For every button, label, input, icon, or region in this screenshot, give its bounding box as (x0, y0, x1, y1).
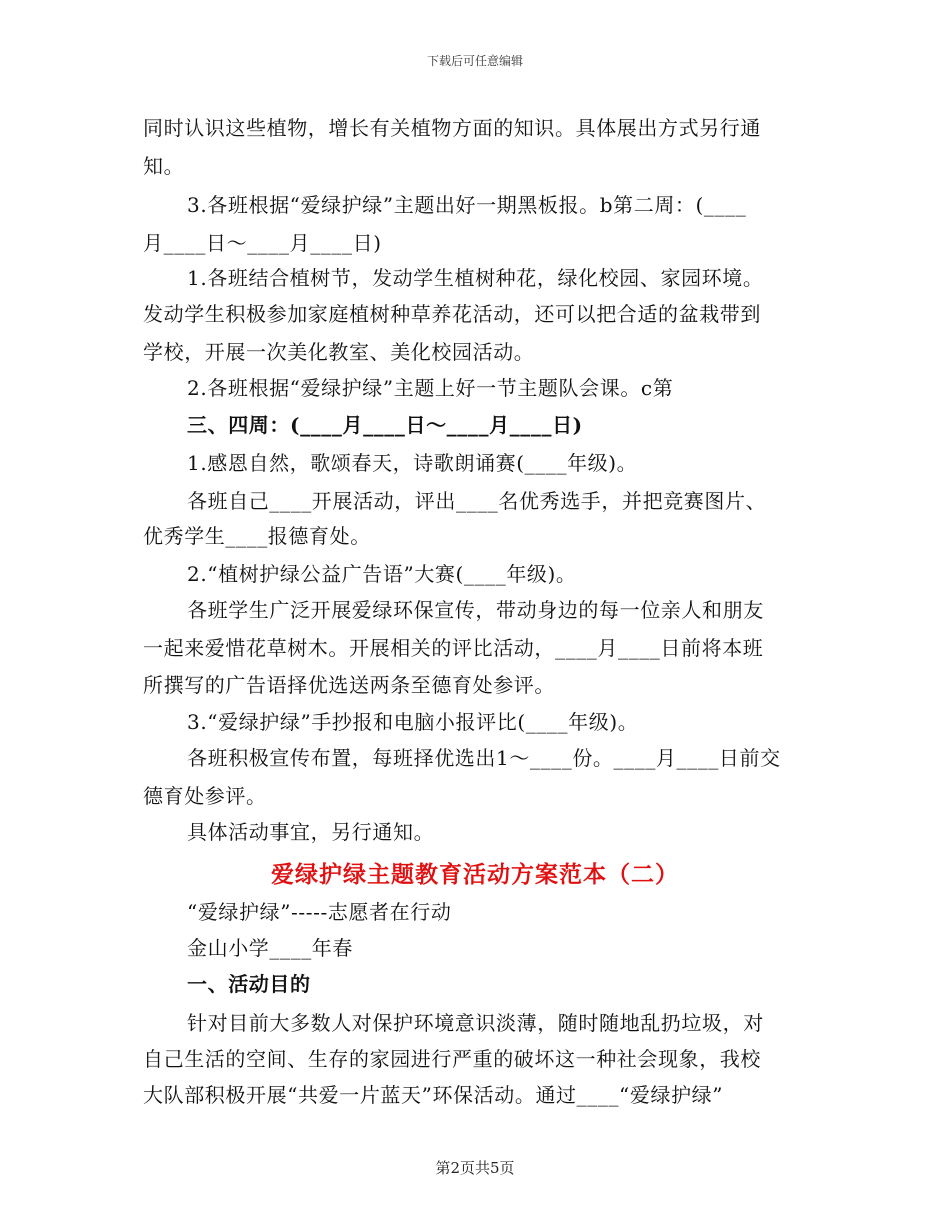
section-heading: 一、活动目的 (187, 972, 311, 996)
body-line: 各班自己____开展活动，评出____名优秀选手，并把竞赛图片、 (187, 489, 767, 513)
body-line: 金山小学____年春 (187, 936, 353, 960)
page-header-note: 下载后可任意编辑 (426, 54, 523, 68)
body-line: 各班学生广泛开展爱绿环保宣传，带动身边的每一位亲人和朋友 (187, 598, 764, 622)
body-line: 2.“植树护绿公益广告语”大赛(____年级)。 (187, 562, 577, 586)
body-line: 一起来爱惜花草树木。开展相关的评比活动，____月____日前将本班 (143, 636, 764, 660)
body-line: “爱绿护绿”-----志愿者在行动 (187, 900, 452, 924)
body-line: 针对目前大多数人对保护环境意识淡薄，随时随地乱扔垃圾，对 (187, 1011, 764, 1035)
body-line: 所撰写的广告语择优选送两条至德育处参评。 (143, 673, 555, 697)
body-line: 1.各班结合植树节，发动学生植树种花，绿化校园、家园环境。 (187, 266, 764, 290)
body-line: 自己生活的空间、生存的家园进行严重的破坏这一种社会现象，我校 (143, 1047, 761, 1071)
body-line: 发动学生积极参加家庭植树种草养花活动，还可以把合适的盆栽带到 (143, 302, 761, 326)
body-line: 同时认识这些植物，增长有关植物方面的知识。具体展出方式另行通 (143, 116, 761, 140)
body-line: 具体活动事宜，另行通知。 (187, 820, 435, 844)
body-line: 大队部积极开展“共爱一片蓝天”环保活动。通过____“爱绿护绿” (143, 1083, 724, 1107)
body-line: 月____日～____月____日) (143, 231, 382, 255)
page-number: 第2页共5页 (435, 1159, 515, 1177)
body-line: 2.各班根据“爱绿护绿”主题上好一节主题队会课。c第 (187, 376, 674, 400)
body-line: 3.各班根据“爱绿护绿”主题出好一期黑板报。b第二周：(____ (187, 193, 747, 217)
body-line: 知。 (143, 154, 185, 178)
section-title: 爱绿护绿主题教育活动方案范本（二） (271, 861, 679, 888)
body-line: 优秀学生____报德育处。 (143, 524, 371, 548)
section-heading: 三、四周：(____月____日～____月____日) (187, 413, 583, 437)
body-line: 各班积极宣传布置，每班择优选出1～____份。____月____日前交 (187, 746, 781, 770)
body-line: 1.感恩自然，歌颂春天，诗歌朗诵赛(____年级)。 (187, 451, 638, 475)
body-line: 德育处参评。 (143, 784, 267, 808)
body-line: 3.“爱绿护绿”手抄报和电脑小报评比(____年级)。 (187, 710, 639, 734)
body-line: 学校，开展一次美化教室、美化校园活动。 (143, 340, 535, 364)
